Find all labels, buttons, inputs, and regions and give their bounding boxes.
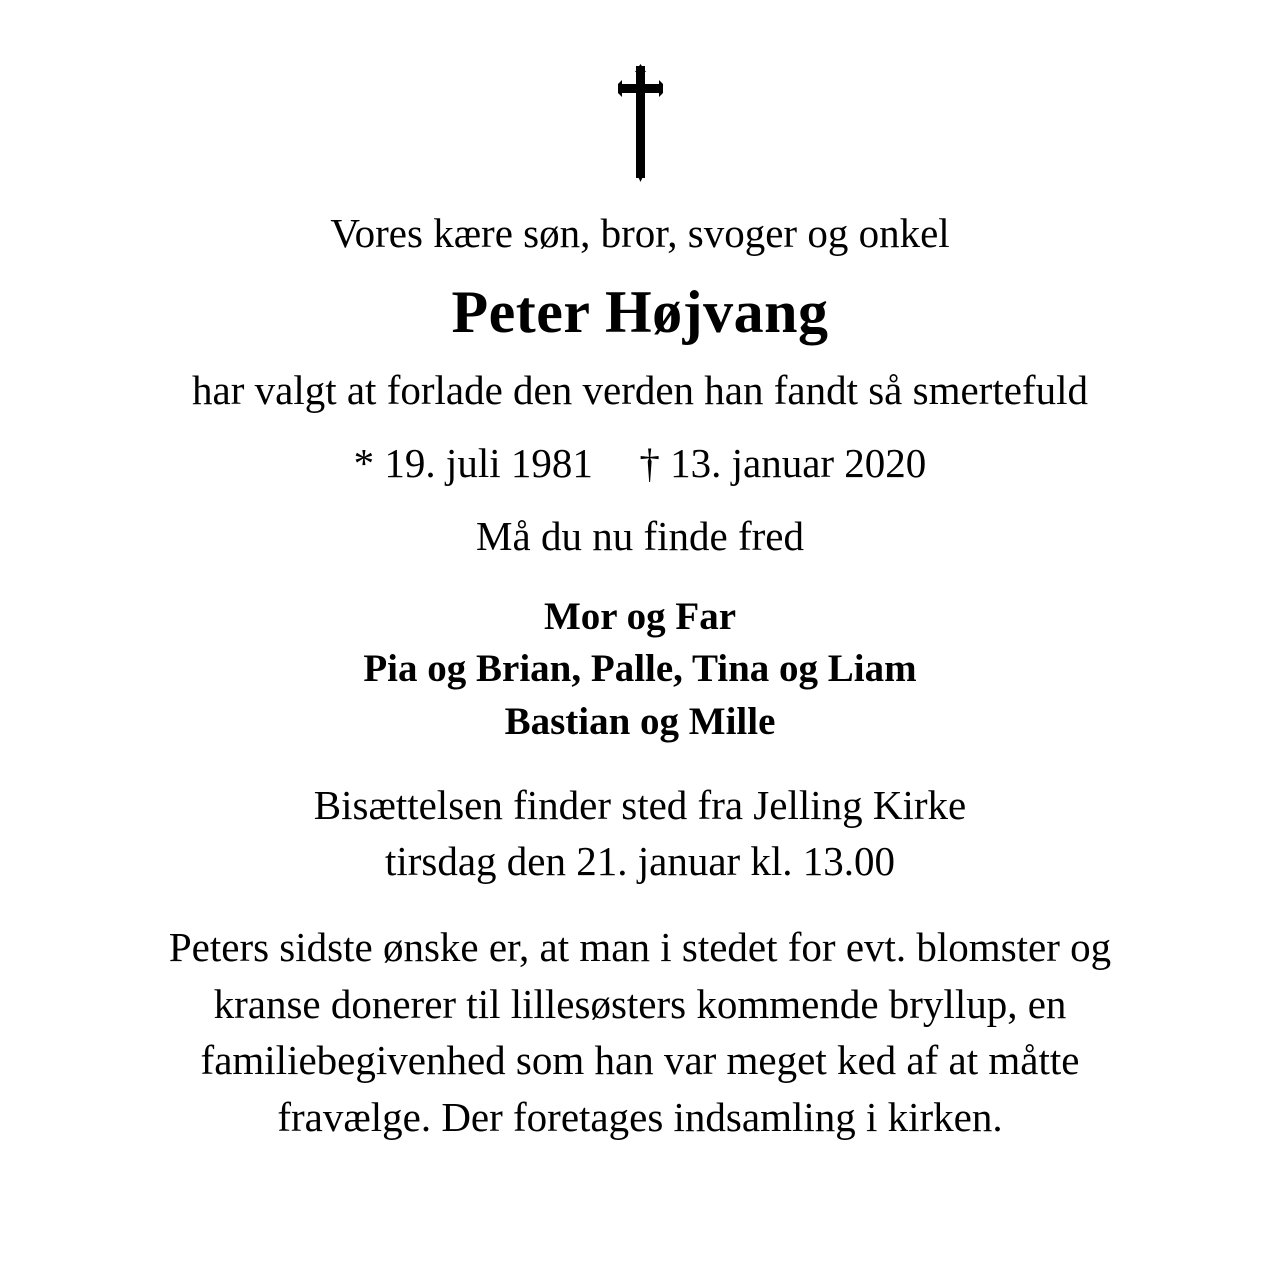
- family-line: Pia og Brian, Palle, Tina og Liam: [363, 647, 917, 691]
- death-date: 13. januar 2020: [670, 440, 927, 487]
- relation-line: Vores kære søn, bror, svoger og onkel: [330, 210, 950, 256]
- family-line: Bastian og Mille: [504, 699, 776, 743]
- note-line: Peters sidste ønske er, at man i stedet for evt. blomster og: [168, 924, 1112, 971]
- note-line: kranse donerer til lillesøsters kommende bryllup, en: [213, 980, 1067, 1027]
- family-signatures: [363, 591, 916, 749]
- deceased-name: Peter Højvang: [451, 279, 829, 346]
- note-line: fravælge. Der foretages indsamling i kirken.: [277, 1093, 1003, 1140]
- birth-symbol: *: [353, 440, 375, 487]
- family-line: Mor og Far: [543, 594, 737, 638]
- farewell-wish: Må du nu finde fred: [476, 513, 804, 560]
- donation-note: [169, 919, 1111, 1145]
- ceremony-line: tirsdag den 21. januar kl. 13.00: [384, 837, 896, 884]
- death-symbol: †: [639, 440, 660, 487]
- birth-date: 19. juli 1981: [384, 440, 593, 487]
- subtitle-line: har valgt at forlade den verden han fandt så smertefuld: [192, 367, 1088, 414]
- latin-cross-icon: [612, 62, 668, 182]
- life-dates: [354, 440, 927, 487]
- note-line: familiebegivenhed som han var meget ked af at måtte: [200, 1037, 1080, 1084]
- ceremony-line: Bisættelsen finder sted fra Jelling Kirke: [313, 782, 967, 829]
- ceremony-details: [314, 778, 966, 889]
